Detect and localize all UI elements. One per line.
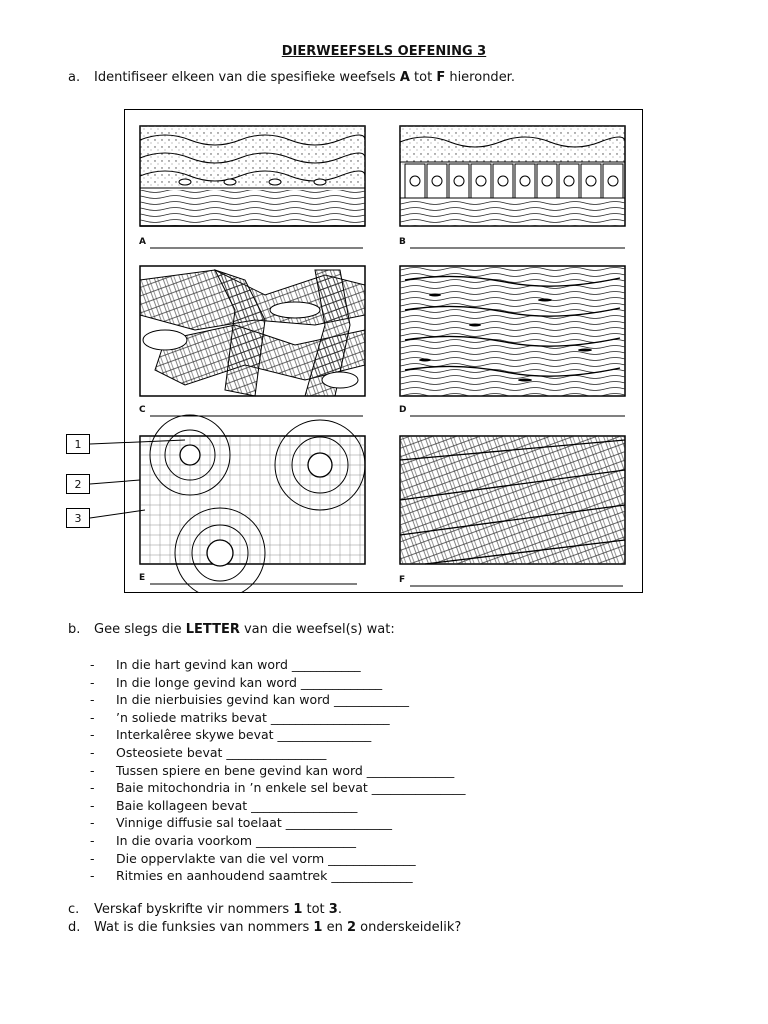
list-item-text: In die hart gevind kan word ___________ <box>116 657 361 672</box>
question-d-bold-2: 2 <box>346 920 357 935</box>
answer-list <box>90 656 466 885</box>
number-box-3: 3 <box>66 508 90 528</box>
question-b-text-1: Gee slegs die <box>94 622 186 637</box>
question-b-label: b. <box>68 622 81 637</box>
list-item-text: Tussen spiere en bene gevind kan word ______________ <box>116 762 455 778</box>
number-box-2: 2 <box>66 474 90 494</box>
list-item: - Osteosiete bevat ________________ <box>90 744 327 760</box>
question-a-bold-2: F <box>436 70 446 85</box>
question-c-bold-2: 3 <box>328 902 338 917</box>
question-a-text-1: Identifiseer elkeen van die spesifieke weefsels <box>94 70 400 85</box>
question-d-bold-1: 1 <box>313 920 323 935</box>
list-item: - In die ovaria voorkom ________________ <box>90 832 357 848</box>
question-c-text-1: Verskaf byskrifte vir nommers <box>94 902 294 917</box>
question-d-text-3: onderskeidelik? <box>356 920 462 935</box>
caption-d: D <box>399 405 407 415</box>
question-b-bold: LETTER <box>185 622 240 637</box>
caption-c: C <box>139 405 146 415</box>
question-a-text-3: hieronder. <box>445 70 515 85</box>
question-d-text-1: Wat is die funksies van nommers <box>94 920 314 935</box>
list-item-text: In die longe gevind kan word _____________ <box>116 674 383 690</box>
question-c <box>68 902 342 917</box>
list-item-text: Ritmies en aanhoudend saamtrek _____________ <box>116 868 413 884</box>
question-b-text-2: van die weefsel(s) wat: <box>239 622 395 637</box>
question-d-label: d. <box>68 920 81 935</box>
list-item: - In die hart gevind kan word ___________ <box>90 657 361 672</box>
list-item-text: Osteosiete bevat ________________ <box>116 744 327 760</box>
list-item: - Die oppervlakte van die vel vorm ______________ <box>90 850 416 866</box>
question-c-bold-1: 1 <box>293 902 303 917</box>
caption-a: A <box>139 237 146 247</box>
question-c-text-2: tot <box>302 902 329 917</box>
page-title: DIERWEEFSELS OEFENING 3 <box>281 44 487 59</box>
list-item: - Vinnige diffusie sal toelaat _________________ <box>90 815 393 831</box>
list-item: - Tussen spiere en bene gevind kan word ______________ <box>90 762 455 778</box>
question-a-bold-1: A <box>399 70 410 85</box>
list-item-text: Interkalêree skywe bevat _______________ <box>116 727 372 743</box>
question-c-text-3: . <box>337 902 342 917</box>
list-item-text: In die ovaria voorkom ________________ <box>116 832 357 848</box>
list-item: - Ritmies en aanhoudend saamtrek _____________ <box>90 868 413 884</box>
question-c-label: c. <box>68 902 80 917</box>
list-item: - ’n soliede matriks bevat ___________________ <box>90 709 390 725</box>
list-item: - Baie mitochondria in ’n enkele sel bevat _______________ <box>90 780 466 796</box>
list-item-text: Vinnige diffusie sal toelaat _________________ <box>116 815 393 831</box>
caption-b: B <box>399 237 406 247</box>
list-item: - Baie kollageen bevat _________________ <box>90 797 358 813</box>
list-item-text: Die oppervlakte van die vel vorm ______________ <box>116 850 416 866</box>
question-a-label: a. <box>68 70 81 85</box>
list-item-text: Baie kollageen bevat _________________ <box>116 797 358 813</box>
list-item-text: In die nierbuisies gevind kan word ____________ <box>116 692 409 708</box>
list-item-text: ’n soliede matriks bevat ___________________ <box>116 709 390 725</box>
caption-f: F <box>399 575 406 585</box>
list-item: - In die longe gevind kan word _____________ <box>90 674 383 690</box>
question-a-text-2: tot <box>409 70 437 85</box>
question-b <box>68 622 395 637</box>
list-item-text: Baie mitochondria in ’n enkele sel bevat _______________ <box>116 780 466 796</box>
number-box-1: 1 <box>66 434 90 454</box>
question-d-text-2: en <box>322 920 347 935</box>
list-item: - Interkalêree skywe bevat _______________ <box>90 727 372 743</box>
caption-e: E <box>139 573 146 583</box>
list-item: - In die nierbuisies gevind kan word ____________ <box>90 692 409 708</box>
question-d <box>68 920 461 935</box>
